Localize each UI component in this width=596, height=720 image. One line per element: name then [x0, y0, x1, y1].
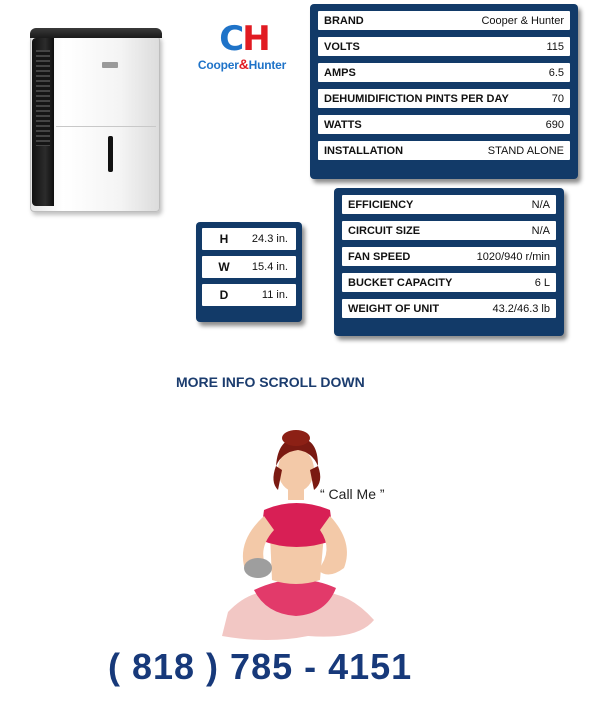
call-me-caption: “ Call Me ” — [320, 486, 385, 502]
spec-label: WATTS — [324, 118, 362, 131]
logo-wordmark — [186, 56, 298, 72]
unit-bucket-seam — [56, 126, 156, 127]
logo-ampersand: & — [238, 56, 249, 72]
dimension-value: 11 in. — [261, 289, 288, 301]
unit-badge — [102, 62, 118, 68]
more-info-text: MORE INFO SCROLL DOWN — [176, 374, 365, 390]
specs-extra-panel — [334, 188, 564, 336]
brand-logo — [186, 19, 298, 74]
spec-value: 43.2/46.3 lb — [492, 302, 550, 315]
spec-value: Cooper & Hunter — [481, 14, 564, 27]
spec-label: AMPS — [324, 66, 356, 79]
spec-value: N/A — [531, 198, 550, 211]
call-me-figure-illustration — [208, 430, 384, 650]
dimension-label: D — [219, 288, 229, 302]
spec-row-watts — [318, 115, 570, 134]
spec-row-installation — [318, 141, 570, 160]
spec-value: 6 L — [534, 276, 550, 289]
dimension-label: H — [219, 232, 229, 246]
spec-label: EFFICIENCY — [348, 198, 414, 211]
spec-label: INSTALLATION — [324, 144, 404, 157]
spec-value: N/A — [531, 224, 550, 237]
spec-row-brand — [318, 11, 570, 30]
specs-main-panel — [310, 4, 578, 179]
figure-hair-bun — [282, 430, 310, 446]
dimension-value: 15.4 in. — [251, 261, 288, 273]
spec-row-circuit-size — [342, 221, 556, 240]
phone-number[interactable]: ( 818 ) 785 - 4151 — [108, 646, 413, 687]
spec-value: 6.5 — [548, 66, 564, 79]
spec-label: WEIGHT OF UNIT — [348, 302, 440, 315]
unit-grille — [36, 50, 50, 146]
logo-word-hunter: Hunter — [248, 58, 287, 72]
spec-value: 1020/940 r/min — [476, 250, 550, 263]
unit-top-panel — [30, 28, 162, 38]
spec-label: DEHUMIDIFICTION PINTS PER DAY — [324, 92, 509, 105]
spec-label: BUCKET CAPACITY — [348, 276, 453, 289]
dimensions-panel — [196, 222, 302, 322]
spec-row-efficiency — [342, 195, 556, 214]
spec-row-weight — [342, 299, 556, 318]
spec-value: 690 — [545, 118, 564, 131]
spec-row-bucket-capacity — [342, 273, 556, 292]
figure-lamp — [244, 558, 272, 578]
logo-mark — [204, 19, 284, 59]
spec-row-pints-per-day — [318, 89, 570, 108]
dimension-label: W — [218, 260, 230, 274]
logo-word-cooper: Cooper — [197, 58, 239, 72]
spec-label: VOLTS — [324, 40, 360, 53]
spec-row-fan-speed — [342, 247, 556, 266]
spec-label: BRAND — [324, 14, 364, 27]
dimension-row-height — [202, 228, 296, 250]
spec-value: 70 — [551, 92, 564, 105]
product-image-dehumidifier — [22, 26, 164, 212]
logo-mark-h: H — [242, 19, 269, 59]
figure-top — [260, 503, 334, 547]
dimension-value: 24.3 in. — [251, 233, 288, 245]
spec-label: FAN SPEED — [348, 250, 411, 263]
spec-value: STAND ALONE — [487, 144, 564, 157]
spec-label: CIRCUIT SIZE — [348, 224, 421, 237]
unit-bucket-handle — [108, 136, 113, 172]
dimension-row-depth — [202, 284, 296, 306]
dimension-row-width — [202, 256, 296, 278]
logo-mark-c: C — [219, 19, 243, 59]
spec-row-amps — [318, 63, 570, 82]
spec-row-volts — [318, 37, 570, 56]
spec-value: 115 — [546, 40, 564, 53]
